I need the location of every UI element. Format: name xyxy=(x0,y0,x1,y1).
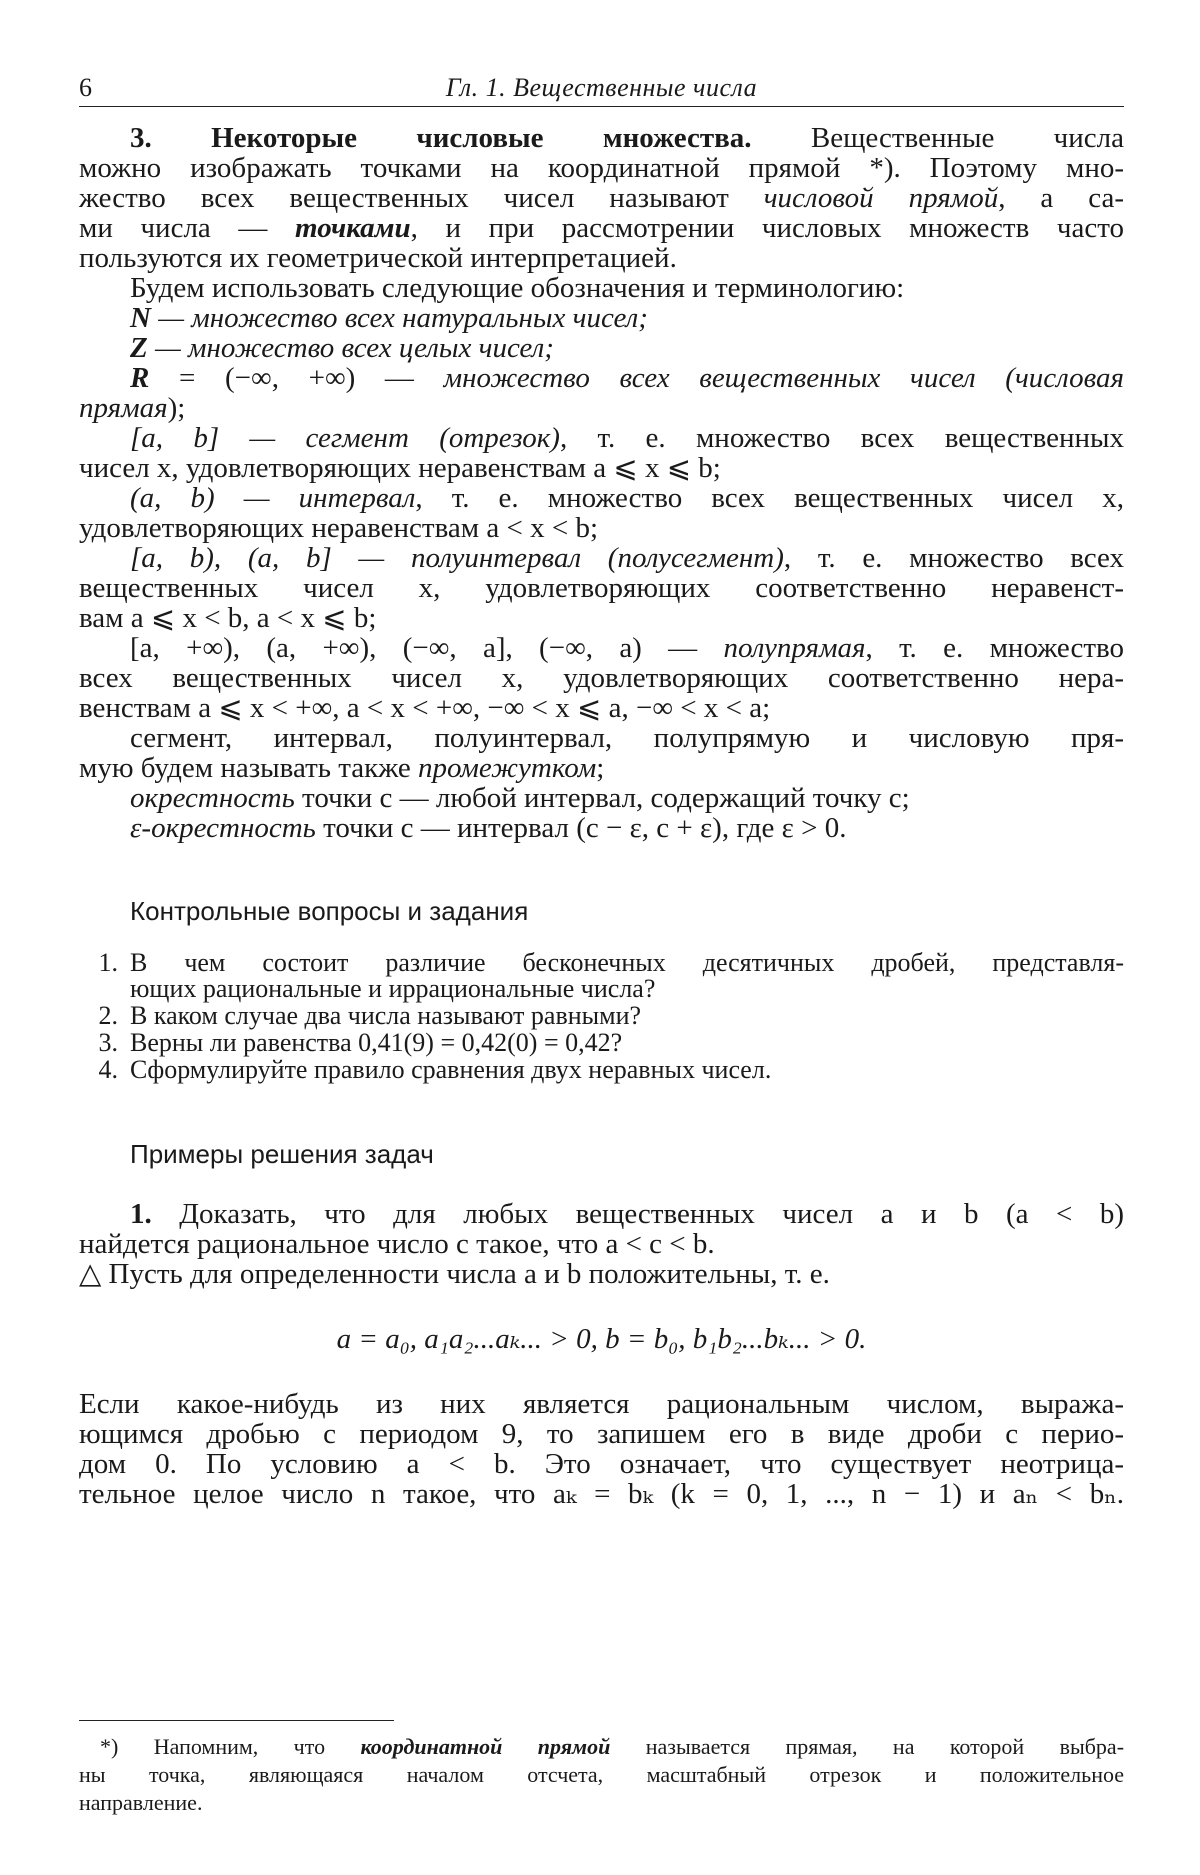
notation-ray-cont: венствам a ⩽ x < +∞, a < x < +∞, −∞ < x ⩽ a, −∞ < x < a; xyxy=(79,692,771,724)
page-number: 6 xyxy=(79,73,92,102)
example-formula: a = a₀, a₁a₂...aₖ... > 0, b = b₀, b₁b₂...bₖ... > 0. xyxy=(336,1323,867,1355)
page-header xyxy=(79,70,1124,107)
example-line: ющимся дробью с периодом 9, то запишем его в виде дроби с перио- xyxy=(79,1418,1124,1450)
notation-reals: R = (−∞, +∞) — множество всех вещественных чисел (числовая xyxy=(130,362,1125,394)
section-intro-line: ми числа — точками, и при рассмотрении числовых множеств часто xyxy=(79,212,1124,244)
section-intro-line: можно изображать точками на координатной прямой *). Поэтому мно- xyxy=(79,152,1124,184)
questions-heading: Контрольные вопросы и задания xyxy=(130,896,529,926)
notation-lead: Будем использовать следующие обозначения и терминологию: xyxy=(130,272,905,304)
footnote-line: ны точка, являющаяся началом отсчета, масштабный отрезок и положительное xyxy=(79,1762,1124,1787)
section-intro-line: пользуются их геометрической интерпретацией. xyxy=(79,242,677,274)
notation-interval-cont: удовлетворяющих неравенствам a < x < b; xyxy=(79,512,598,544)
running-title: Гл. 1. Вещественные числа xyxy=(445,73,758,102)
notation-neighborhood: окрестность точки c — любой интервал, содержащий точку c; xyxy=(130,782,910,814)
footnote-rule xyxy=(79,1720,394,1721)
example-line: △ Пусть для определенности числа a и b положительны, т. е. xyxy=(79,1258,830,1290)
notation-ray: [a, +∞), (a, +∞), (−∞, a], (−∞, a) — полупрямая, т. е. множество xyxy=(130,632,1125,664)
notation-half-interval-cont: вам a ⩽ x < b, a < x ⩽ b; xyxy=(79,602,377,634)
footnote-line: *) Напомним, что координатной прямой называется прямая, на которой выбра- xyxy=(100,1734,1125,1759)
example-line: Если какое-нибудь из них является рациональным числом, выража- xyxy=(79,1388,1124,1420)
notation-half-interval-cont: вещественных чисел x, удовлетворяющих соответственно неравенст- xyxy=(79,572,1124,604)
section-heading: 3. Некоторые числовые множества. xyxy=(130,122,752,154)
examples-heading: Примеры решения задач xyxy=(130,1139,434,1169)
notation-reals-cont: прямая); xyxy=(79,392,186,424)
notation-segment: [a, b] — сегмент (отрезок), т. е. множество всех вещественных xyxy=(130,422,1124,454)
notation-integers: Z — множество всех целых чисел; xyxy=(130,332,554,364)
example-line: тельное целое число n такое, что aₖ = bₖ (k = 0, 1, ..., n − 1) и aₙ < bₙ. xyxy=(79,1478,1124,1510)
book-page: 6 Гл. 1. Вещественные числа 3. Некоторые числовые множества. Вещественные числа можно изображать точками на координатной прямой *). Поэтому мно- жество всех вещественных чисел называют числовой прямой, а са- ми числа — точками, и при рассмотрении числовых множеств часто пользуются их геометрической интерпретацией. Будем использовать следующие обозначения и терминологию: N — множество всех натуральных чисел; Z — множество всех целых чисел; R = (−∞, +∞) — множество всех вещественных чисел (числовая прямая); [a, b] — сегмент (отрезок), т. е. множество всех вещественных чисел x, удовлетворяющих неравенствам a ⩽ x ⩽ b; (a, b) — интервал, т. е. множество всех вещественных чисел x, удовлетворяющих неравенствам a < x < b; [a, b), (a, b] — полуинтервал (полусегмент), т. е. множество всех вещественных чисел x, удовлетворяющих соответственно неравенст- вам a ⩽ x < b, a < x ⩽ b; [a, +∞), (a, +∞), (−∞, a], (−∞, a) — полупрямая, т. е. множество всех вещественных чисел x, удовлетворяющих соответственно нера- венствам a ⩽ x < +∞, a < x < +∞, −∞ < x ⩽ a, −∞ < x < a; сегмент, интервал, полуинтервал, полупрямую и числовую пря- мую будем называть также промежутком; окрестность точки c — любой интервал, содержащий точку c; ε-окрестность точки c — интервал (c − ε, c + ε), где ε > 0. Контрольные вопросы и задания 1. В чем состоит различие бесконечных десятичных дробей, представля- ющих рациональные и иррациональные числа? 2. В каком случае два числа называют равными? 3. Верны ли равенства 0,41(9) = 0,42(0) = 0,42? 4. Сформулируйте правило сравнения двух неравных чисел. Примеры решения задач 1. Доказать, что для любых вещественных чисел a и b (a < b) найдется рациональное число c такое, что a < c < b. △ Пусть для определенности числа a и b положительны, т. е. a = a₀, a₁a₂...aₖ... > 0, b = b₀, b₁b₂...bₖ... > 0. Если какое-нибудь из них является рациональным числом, выража- ющимся дробью с периодом 9, то запишем его в виде дроби с перио- дом 0. По условию a < b. Это означает, что существует неотрица- тельное целое число n такое, что aₖ = bₖ (k = 0, 1, ..., n − 1) и aₙ < bₙ. *) Напомним, что координатной прямой называется прямая, на которой выбра- ны точка, являющаяся началом отсчета, масштабный отрезок и положительное направление. xyxy=(0,0,1200,1875)
notation-ray-cont: всех вещественных чисел x, удовлетворяющих соответственно нера- xyxy=(79,662,1124,694)
example-line: дом 0. По условию a < b. Это означает, что существует неотрица- xyxy=(79,1448,1124,1480)
example-line: 1. Доказать, что для любых вещественных чисел a и b (a < b) xyxy=(130,1198,1125,1230)
section-intro-line: жество всех вещественных чисел называют числовой прямой, а са- xyxy=(79,182,1124,214)
notation-segment-cont: чисел x, удовлетворяющих неравенствам a ⩽ x ⩽ b; xyxy=(79,452,721,484)
example-line: найдется рациональное число c такое, что a < c < b. xyxy=(79,1228,715,1260)
notation-half-interval: [a, b), (a, b] — полуинтервал (полусегмент), т. е. множество всех xyxy=(130,542,1125,574)
section-intro-line: 3. Некоторые числовые множества. Вещественные числа xyxy=(130,122,1125,154)
notation-gap: сегмент, интервал, полуинтервал, полупрямую и числовую пря- xyxy=(130,722,1124,754)
notation-interval: (a, b) — интервал, т. е. множество всех вещественных чисел x, xyxy=(130,482,1124,514)
notation-eps-neighborhood: ε-окрестность точки c — интервал (c − ε, c + ε), где ε > 0. xyxy=(130,812,847,844)
notation-gap-cont: мую будем называть также промежутком; xyxy=(79,752,605,784)
notation-naturals: N — множество всех натуральных чисел; xyxy=(130,302,648,334)
footnote-line: направление. xyxy=(79,1790,203,1815)
